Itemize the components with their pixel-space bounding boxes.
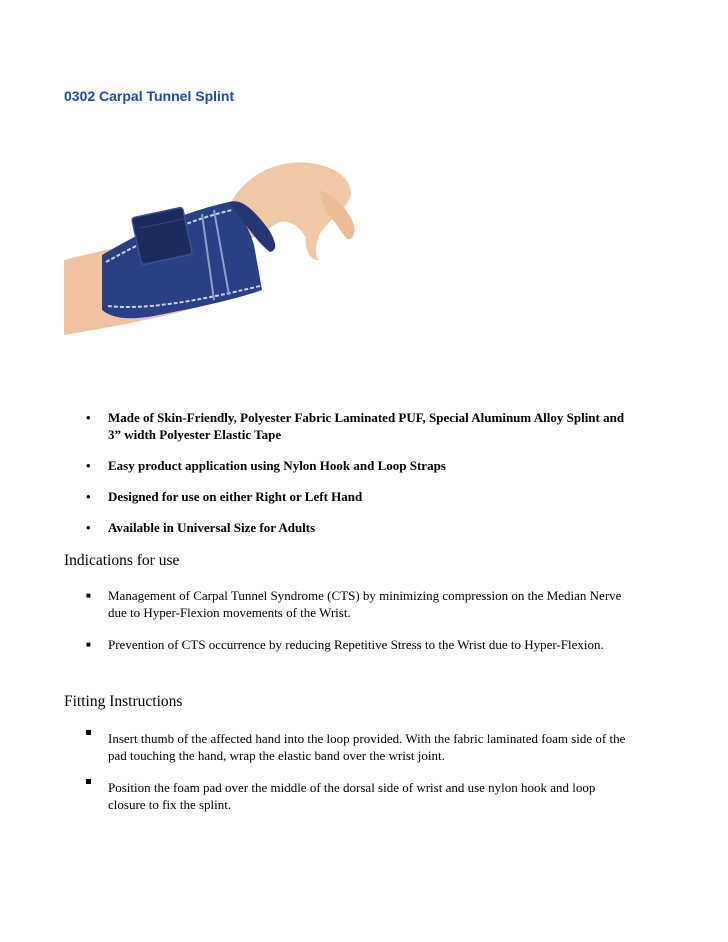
feature-list [86, 409, 628, 550]
list-item: ■ Prevention of CTS occurrence by reducing Repetitive Stress to the Wrist due to Hyper-Flexion. [86, 637, 604, 652]
list-item: • Designed for use on either Right or Left Hand [86, 489, 363, 504]
indications-list [86, 587, 628, 668]
indications-heading: Indications for use [64, 552, 180, 569]
list-item: • Available in Universal Size for Adults [86, 520, 316, 535]
list-item: • Easy product application using Nylon Hook and Loop Straps [86, 458, 446, 473]
square-bullet-icon [86, 779, 91, 784]
square-bullet-icon [86, 730, 91, 735]
list-item: Insert thumb of the affected hand into the loop provided. With the fabric laminated foam side of the pad touching the hand, wrap the elastic band over the wrist joint. [86, 730, 628, 764]
velcro-tab [132, 207, 193, 265]
bullet-icon: • [86, 410, 91, 425]
square-bullet-icon: ■ [86, 640, 91, 649]
bullet-icon: • [86, 458, 91, 473]
square-bullet-icon: ■ [86, 591, 91, 600]
bullet-icon: • [86, 489, 91, 504]
page-title: 0302 Carpal Tunnel Splint [64, 88, 235, 104]
list-item: ■ Management of Carpal Tunnel Syndrome (CTS) by minimizing compression on the Median Nerve due to Hyper-Flexion movements of the Wrist. [86, 588, 622, 620]
fitting-heading: Fitting Instructions [64, 693, 183, 710]
fitting-list [86, 730, 628, 828]
wrist-splint-image [64, 150, 364, 350]
list-item: • Made of Skin-Friendly, Polyester Fabric Laminated PUF, Special Aluminum Alloy Splint and 3” width Polyester Elastic Tape [86, 410, 625, 442]
bullet-icon: • [86, 520, 91, 535]
list-item: Position the foam pad over the middle of the dorsal side of wrist and use nylon hook and loop closure to fix the splint. [86, 779, 628, 813]
